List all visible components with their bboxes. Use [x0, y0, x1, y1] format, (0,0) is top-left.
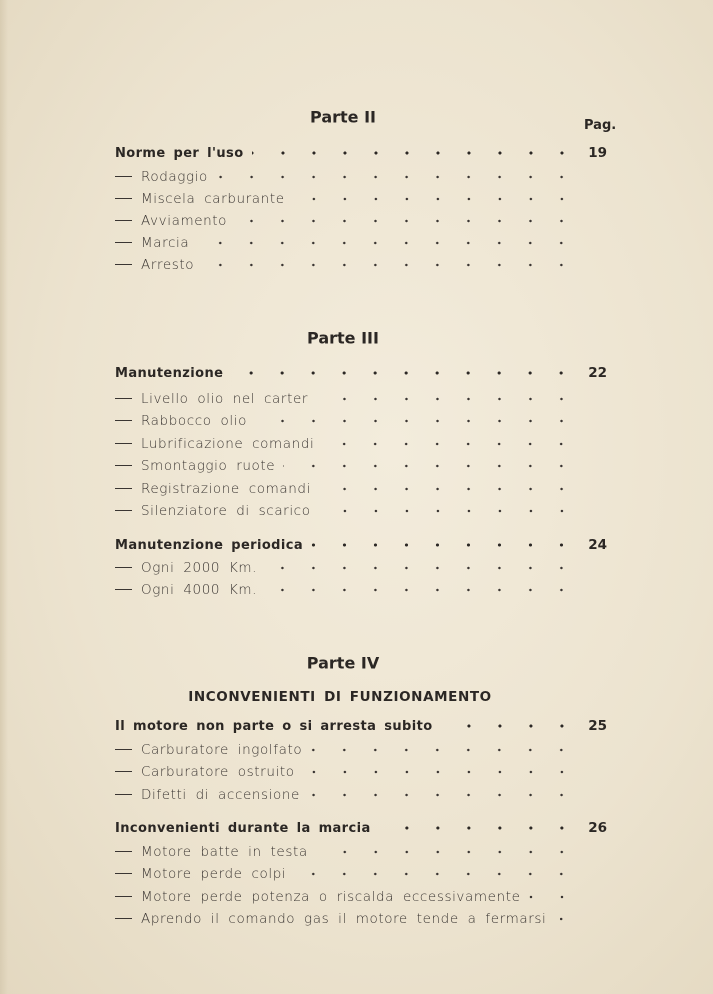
subentry-label [115, 391, 308, 407]
toc-subentry[interactable] [115, 389, 607, 409]
dot-leader [293, 197, 577, 201]
entry-title: Il motore non parte o si arresta subito [115, 718, 433, 734]
dot-leader [322, 442, 577, 446]
page-number: 19 [588, 145, 607, 161]
dot-leader [310, 748, 577, 752]
subentry-text: Rodaggio [141, 169, 208, 185]
dash-marker [115, 567, 132, 568]
dash-marker [115, 398, 132, 399]
dash-marker [115, 510, 132, 511]
subentry-text: Difetti di accensione [141, 787, 300, 803]
page-edge [0, 0, 8, 994]
dot-leader [265, 588, 577, 592]
subentry-text: Silenziatore di scarico [141, 503, 311, 519]
dash-marker [115, 242, 132, 243]
toc-subentry[interactable] [115, 762, 607, 782]
dot-leader [294, 872, 577, 876]
dash-marker [115, 794, 132, 795]
subentry-text: Ogni 4000 Km. [141, 582, 258, 598]
page-number: 24 [588, 537, 607, 553]
subentry-text: Carburatore ostruito [141, 764, 295, 780]
subentry-text: Arresto [141, 257, 195, 273]
dash-marker [115, 873, 132, 874]
dot-leader [252, 151, 577, 155]
dash-marker [115, 749, 132, 750]
toc-entry[interactable] [115, 716, 607, 736]
page-number: 22 [588, 365, 607, 381]
subentry-label [115, 582, 257, 598]
section-subheading: INCONVENIENTI DI FUNZIONAMENTO [188, 689, 492, 705]
entry-title: Inconvenienti durante la marcia [115, 820, 371, 836]
toc-entry[interactable] [115, 535, 607, 555]
dash-marker [115, 420, 132, 421]
subentry-label [115, 257, 194, 273]
dot-leader [197, 241, 577, 245]
toc-entry[interactable] [115, 363, 607, 383]
subentry-label [115, 764, 295, 780]
subentry-text: Smontaggio ruote [141, 458, 276, 474]
entry-title: Norme per l'uso [115, 145, 244, 161]
entry-title: Manutenzione [115, 365, 224, 381]
subentry-label [115, 911, 546, 927]
subentry-label [115, 169, 208, 185]
subentry-label [115, 436, 314, 452]
dot-leader [379, 826, 577, 830]
subentry-label [115, 191, 285, 207]
page-number: 26 [588, 820, 607, 836]
toc-subentry[interactable] [115, 211, 607, 231]
subentry-label [115, 787, 300, 803]
dot-leader [265, 566, 577, 570]
dash-marker [115, 918, 132, 919]
dot-leader [319, 487, 577, 491]
dot-leader [235, 219, 577, 223]
dot-leader [554, 917, 577, 921]
toc-subentry[interactable] [115, 255, 607, 275]
page-number: 25 [588, 718, 607, 734]
subentry-text: Livello olio nel carter [141, 391, 309, 407]
toc-subentry[interactable] [115, 479, 607, 499]
subentry-label [115, 503, 311, 519]
subentry-label [115, 235, 189, 251]
dot-leader [441, 724, 577, 728]
dash-marker [115, 488, 132, 489]
subentry-label [115, 560, 257, 576]
dash-marker [115, 896, 132, 897]
dash-marker [115, 771, 132, 772]
subentry-text: Motore batte in testa [141, 844, 308, 860]
toc-subentry[interactable] [115, 456, 607, 476]
dot-leader [231, 371, 577, 375]
subentry-text: Rabbocco olio [141, 413, 247, 429]
subentry-label [115, 213, 227, 229]
subentry-text: Motore perde potenza o riscalda eccessivamente [141, 889, 521, 905]
subentry-text: Motore perde colpi [141, 866, 287, 882]
toc-entry[interactable] [115, 143, 607, 163]
toc-subentry[interactable] [115, 909, 607, 929]
subentry-label [115, 889, 521, 905]
toc-subentry[interactable] [115, 740, 607, 760]
subentry-text: Miscela carburante [141, 191, 285, 207]
dot-leader [255, 419, 577, 423]
subentry-label [115, 413, 247, 429]
dot-leader [303, 770, 577, 774]
dot-leader [319, 509, 577, 513]
toc-subentry[interactable] [115, 785, 607, 805]
subentry-label [115, 742, 302, 758]
toc-entry[interactable] [115, 818, 607, 838]
subentry-label [115, 866, 286, 882]
subentry-text: Lubrificazione comandi [141, 436, 315, 452]
toc-subentry[interactable] [115, 167, 607, 187]
toc-subentry[interactable] [115, 887, 607, 907]
toc-subentry[interactable] [115, 580, 607, 600]
dash-marker [115, 176, 132, 177]
subentry-text: Registrazione comandi [141, 481, 311, 497]
subentry-text: Marcia [141, 235, 190, 251]
dot-leader [308, 793, 577, 797]
subentry-label [115, 844, 308, 860]
dot-leader [283, 464, 577, 468]
toc-subentry[interactable] [115, 411, 607, 431]
toc-subentry[interactable] [115, 501, 607, 521]
dash-marker [115, 589, 132, 590]
toc-subentry[interactable] [115, 233, 607, 253]
section-heading: Parte IV [306, 653, 380, 673]
dash-marker [115, 264, 132, 265]
dot-leader [216, 175, 577, 179]
dot-leader [202, 263, 577, 267]
dash-marker [115, 443, 132, 444]
entry-title: Manutenzione periodica [115, 537, 304, 553]
toc-subentry[interactable] [115, 864, 607, 884]
toc-subentry[interactable] [115, 434, 607, 454]
dash-marker [115, 465, 132, 466]
subentry-text: Avviamento [141, 213, 228, 229]
dot-leader [316, 850, 577, 854]
toc-subentry[interactable] [115, 189, 607, 209]
subentry-text: Carburatore ingolfato [141, 742, 303, 758]
subentry-label [115, 458, 275, 474]
section-heading: Parte III [307, 328, 379, 348]
section-heading: Parte II [310, 107, 376, 127]
subentry-label [115, 481, 311, 497]
subentry-text: Ogni 2000 Km. [141, 560, 258, 576]
page-column-label: Pag. [584, 118, 617, 133]
dash-marker [115, 220, 132, 221]
dash-marker [115, 851, 132, 852]
toc-subentry[interactable] [115, 842, 607, 862]
subentry-text: Aprendo il comando gas il motore tende a fermarsi [141, 911, 547, 927]
dot-leader [529, 895, 577, 899]
dot-leader [316, 397, 577, 401]
toc-subentry[interactable] [115, 558, 607, 578]
dot-leader [311, 543, 577, 547]
dash-marker [115, 198, 132, 199]
